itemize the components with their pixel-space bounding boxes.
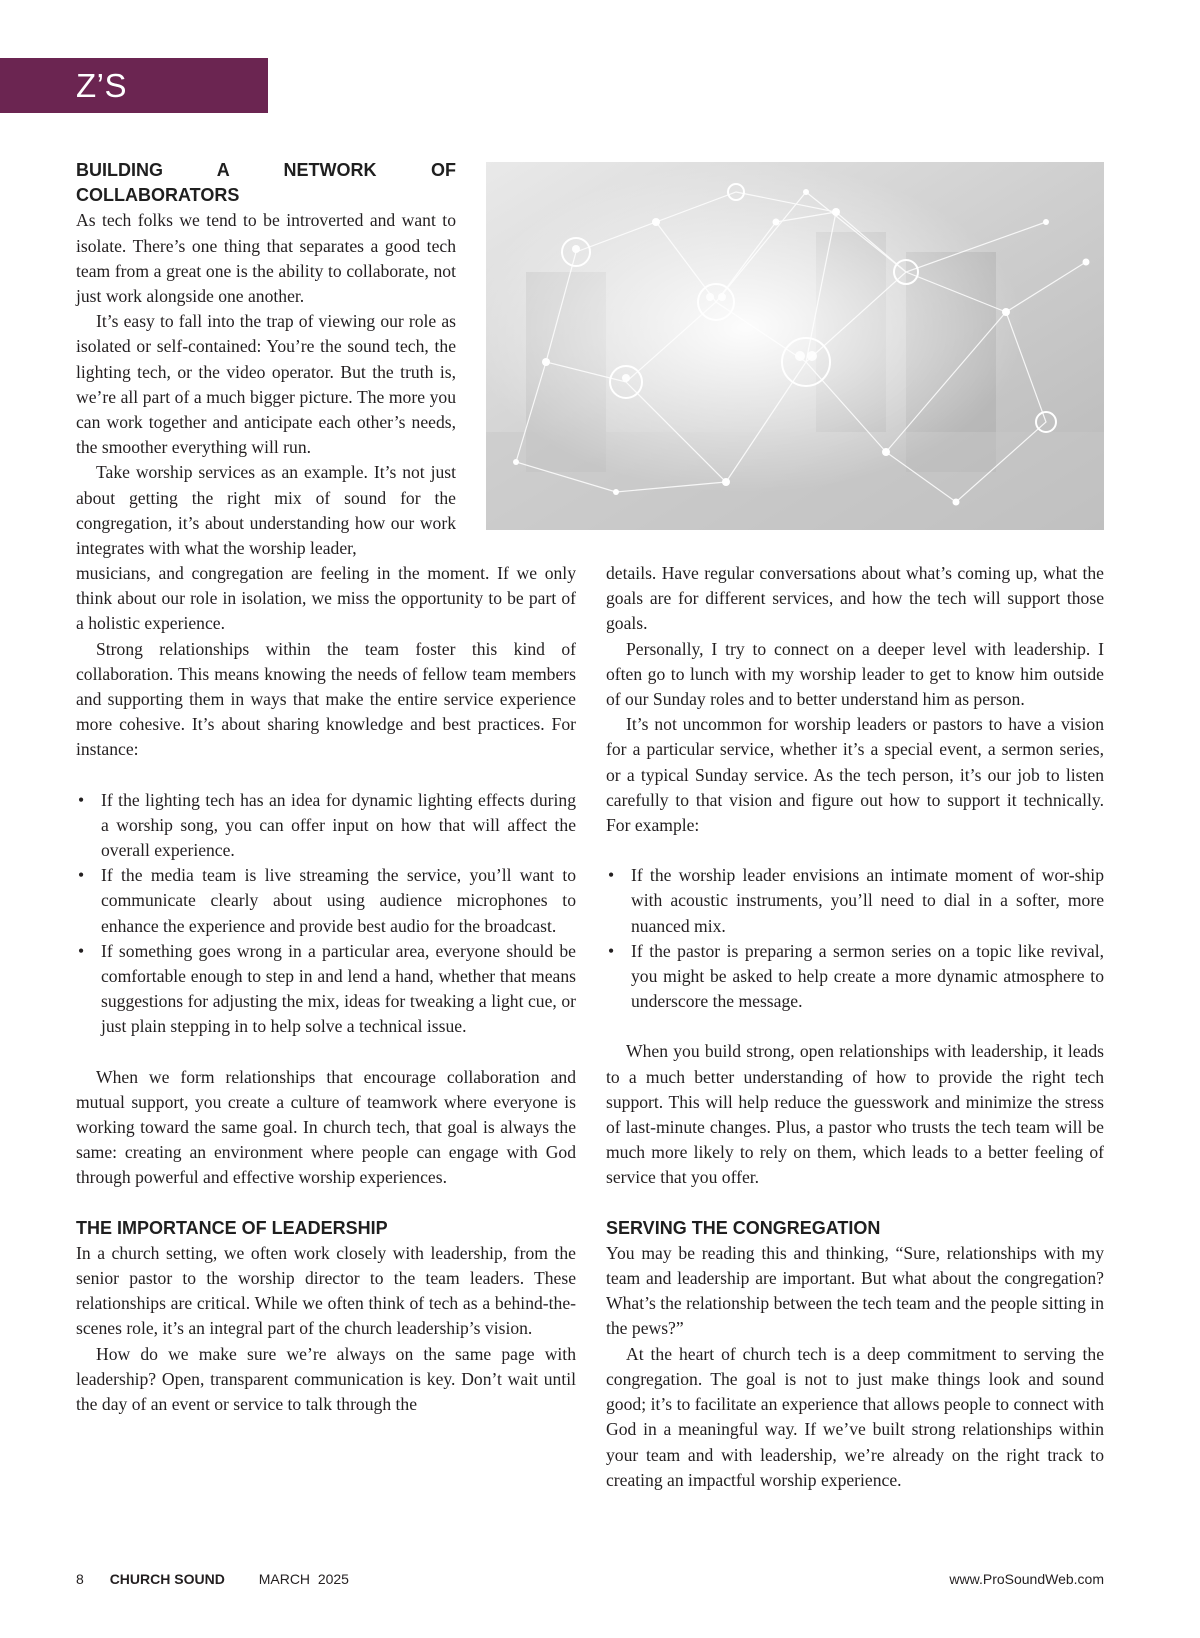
network-people-icon — [486, 162, 1104, 530]
paragraph: You may be reading this and thinking, “Sure, relationships with my team and leadership are important. But what about the congregation? What’s the relationship between the tech team and the people sitting in the pews?” — [606, 1242, 1104, 1339]
paragraph: Personally, I try to connect on a deeper level with leadership. I often go to lunch with my worship leader to get to know him outside of our Sunday roles and to better understand him as person. — [606, 638, 1104, 710]
hero-image — [486, 162, 1104, 530]
paragraph: musicians, and congregation are feeling in the moment. If we only think about our role in isolation, we miss the opportunity to be part of a holistic experience. — [76, 563, 576, 634]
paragraph: How do we make sure we’re always on the same page with leadership? Open, transparent communication is key. Don’t wait until the day of an event or service to talk through the — [76, 1343, 576, 1415]
website-link[interactable]: www.ProSoundWeb.com — [949, 1571, 1104, 1587]
paragraph: It’s easy to fall into the trap of viewing our role as isolated or self-contained: You’re the sound tech, the lighting tech, or the video operator. But the truth is, we’re all part of a much bigger picture. The more you can work together and anticipate each other’s needs, the smoother everything will run. — [76, 311, 456, 458]
list-item: • If the lighting tech has an idea for dynamic lighting effects during a worship song, you can offer input on how that will affect the overall experience. — [76, 788, 576, 864]
paragraph: As tech folks we tend to be introverted and want to isolate. There’s one thing that separates a good tech team from a great one is the ability to collaborate, not just work alongside one another. — [76, 210, 456, 307]
heading-building-network: BUILDING A NETWORK OF COLLABORATORS — [76, 160, 456, 206]
paragraph: Take worship services as an example. It’s not just about getting the right mix of sound for the congregation, it’s about understanding how our work integrates with what the worship leader, — [76, 462, 456, 559]
paragraph: At the heart of church tech is a deep commitment to serving the congregation. The goal is not to just make things look and sound good; it’s to facilitate an experience that allows people to connect with God in a meaningful way. If we’ve built strong relationships within your team and with leadership, we’re already on the right track to creating an impactful worship experience. — [606, 1343, 1104, 1490]
footer-right — [949, 1571, 1104, 1587]
list-item: • If the pastor is preparing a sermon series on a topic like revival, you might be asked to help create a more dynamic atmosphere to underscore the message. — [606, 939, 1104, 1015]
issue-date: MARCH 2025 — [258, 1571, 349, 1587]
section-banner — [0, 58, 268, 159]
paragraph: details. Have regular conversations about what’s coming up, what the goals are for different services, and how the tech will support those goals. — [606, 563, 1104, 634]
footer-left — [76, 1571, 349, 1587]
list-item: • If the media team is live streaming the service, you’ll want to communicate clearly about using audience microphones to enhance the experience and provide best audio for the broadcast. — [76, 863, 576, 939]
collaboration-bullet-list — [76, 788, 576, 1040]
leadership-bullet-list — [606, 863, 1104, 1014]
paragraph: It’s not uncommon for worship leaders or pastors to have a vision for a particular service, whether it’s a special event, a sermon series, or a typical Sunday service. As the tech person, it’s our job to listen carefully to that vision and figure out how to support it technically. For example: — [606, 714, 1104, 836]
paragraph: In a church setting, we often work closely with leadership, from the senior pastor to the worship director to the team leaders. These relationships are critical. While we often think of tech as a behind-the-scenes role, it’s an integral part of the church leadership’s vision. — [76, 1242, 576, 1339]
paragraph: Strong relationships within the team foster this kind of collaboration. This means knowing the needs of fellow team members and supporting them in ways that make the entire service experience more cohesive. It’s about sharing knowledge and best practices. For instance: — [76, 638, 576, 760]
page-number: 8 — [76, 1571, 84, 1587]
paragraph: When we form relationships that encourage collaboration and mutual support, you create a culture of teamwork where everyone is working toward the same goal. In church tech, that goal is always the same: creating an environment where people can engage with God through powerful and effective worship experiences. — [76, 1066, 576, 1188]
section-title: Z’S CORNER — [76, 67, 223, 159]
list-item: • If something goes wrong in a particular area, everyone should be comfortable enough to step in and lend a hand, whether that means suggestions for adjusting the mix, ideas for tweaking a light cue, or just plain stepping in to help solve a technical issue. — [76, 939, 576, 1040]
right-column — [606, 561, 1104, 1493]
paragraph: When you build strong, open relationships with leadership, it leads to a much better understanding of how to provide the right tech support. This will help reduce the guesswork and minimize the stress of last-minute changes. Plus, a pastor who trusts the tech team will be much more likely to rely on them, which leads to a better feeling of service that you offer. — [606, 1041, 1104, 1188]
list-item: • If the worship leader envisions an intimate moment of wor-ship with acoustic instruments, you’ll need to dial in a softer, more nuanced mix. — [606, 863, 1104, 939]
left-column-top — [76, 158, 456, 561]
heading-importance-of-leadership: THE IMPORTANCE OF LEADERSHIP — [76, 1217, 388, 1238]
publication-name: CHURCH SOUND — [109, 1571, 225, 1587]
left-column-bottom — [76, 561, 576, 1417]
heading-serving-congregation: SERVING THE CONGREGATION — [606, 1217, 881, 1238]
